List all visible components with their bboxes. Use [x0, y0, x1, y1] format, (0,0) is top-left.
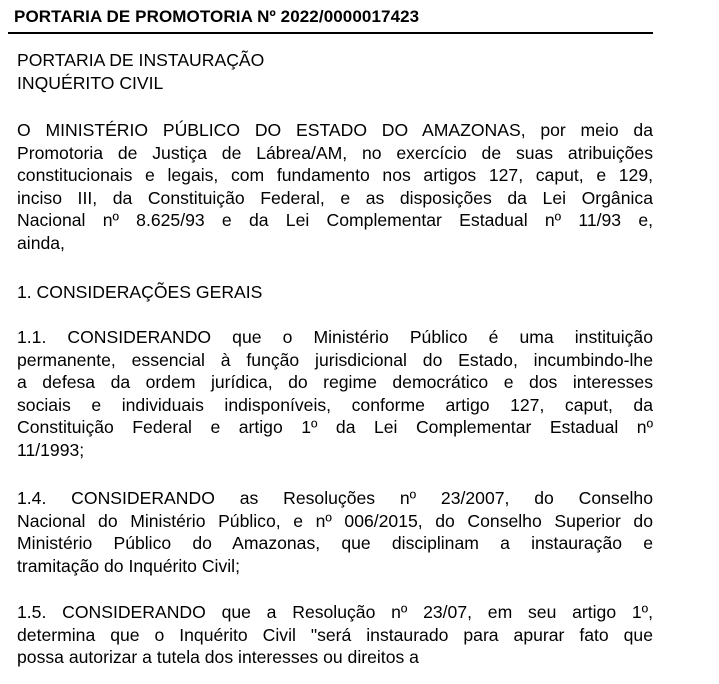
section-heading: [17, 281, 653, 304]
document-header: [8, 0, 653, 34]
section-heading-text: 1. CONSIDERAÇÕES GERAIS: [17, 282, 263, 302]
paragraph-line: 1.5. CONSIDERANDO que a Resolução nº 23/07, em seu artigo 1º,: [17, 602, 653, 622]
paragraph-line: determina que o Inquérito Civil "será instaurado para apurar fato que: [17, 624, 653, 645]
paragraph-line: 1.1. CONSIDERANDO que o Ministério Público é uma instituição: [17, 327, 653, 347]
paragraph-line: Nacional nº 8.625/93 e da Lei Complementar Estadual nº 11/93 e,: [17, 210, 653, 231]
paragraph-line: Ministério Público do Amazonas, que disciplinam a instauração e: [17, 533, 653, 554]
paragraph-line: permanente, essencial à função jurisdicional do Estado, incumbindo-lhe: [17, 349, 653, 370]
paragraph-line: possa autorizar a tutela dos interesses ou direitos a: [17, 647, 419, 668]
subtitle-line: INQUÉRITO CIVIL: [17, 72, 164, 93]
preamble-paragraph: [17, 119, 653, 255]
paragraph-line: a defesa da ordem jurídica, do regime democrático e dos interesses: [17, 372, 653, 393]
paragraph-line: Constituição Federal e artigo 1º da Lei Complementar Estadual nº: [17, 417, 653, 438]
item-1-4-paragraph: [17, 487, 653, 577]
item-1-1-paragraph: [17, 326, 653, 462]
paragraph-line: O MINISTÉRIO PÚBLICO DO ESTADO DO AMAZONAS, por meio da: [17, 120, 653, 140]
paragraph-line: 11/1993;: [17, 439, 85, 460]
paragraph-line: Promotoria de Justiça de Lábrea/AM, no exercício de suas atribuições: [17, 142, 653, 163]
paragraph-line: 1.4. CONSIDERANDO as Resoluções nº 23/2007, do Conselho: [17, 488, 653, 508]
subtitle-line: PORTARIA DE INSTAURAÇÃO: [17, 50, 265, 70]
paragraph-line: tramitação do Inquérito Civil;: [17, 555, 240, 576]
paragraph-line: Nacional do Ministério Público, e nº 006/2015, do Conselho Superior do: [17, 510, 653, 531]
document-title: PORTARIA DE PROMOTORIA Nº 2022/0000017423: [14, 7, 420, 26]
item-1-5-paragraph: [17, 601, 653, 669]
paragraph-line: sociais e individuais indisponíveis, conforme artigo 127, caput, da: [17, 394, 653, 415]
paragraph-line: inciso III, da Constituição Federal, e as disposições da Lei Orgânica: [17, 187, 653, 208]
paragraph-line: ainda,: [17, 232, 65, 253]
portaria-subtitle: [17, 49, 653, 94]
paragraph-line: constitucionais e legais, com fundamento nos artigos 127, caput, e 129,: [17, 165, 653, 186]
